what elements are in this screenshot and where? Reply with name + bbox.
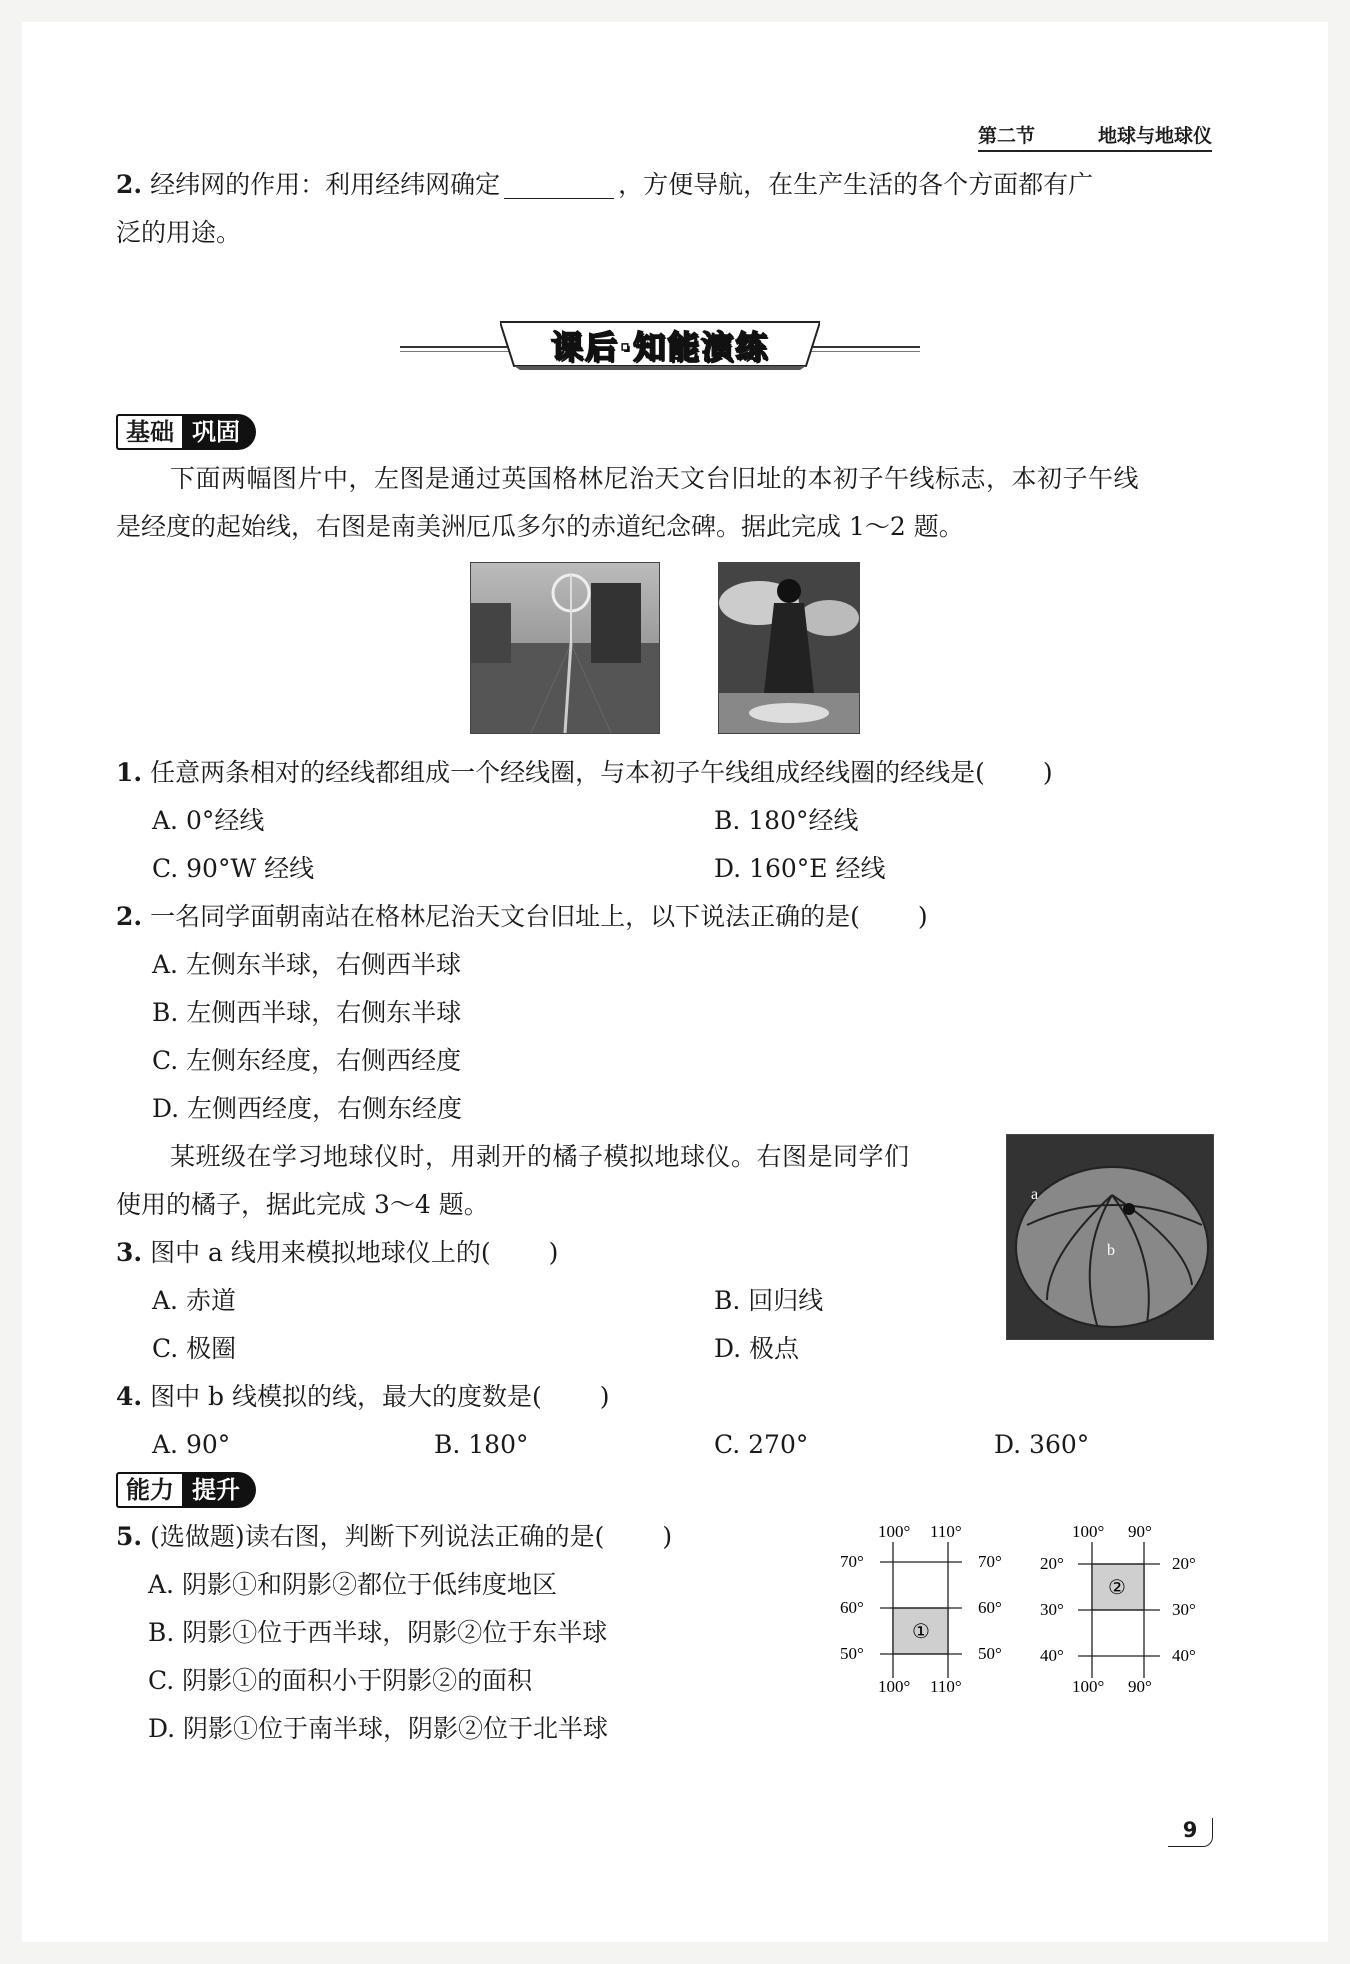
grid2-bottom-lon-1: 100° — [1072, 1677, 1105, 1695]
q4-option-b[interactable]: B. 180° — [434, 1430, 529, 1459]
question-4 — [116, 1380, 609, 1414]
q2-option-c[interactable]: C. 左侧东经度，右侧西经度 — [152, 1046, 462, 1075]
page-header — [978, 118, 1212, 152]
tag-right: 巩固 — [182, 414, 256, 450]
context-1-line1: 下面两幅图片中，左图是通过英国格林尼治天文台旧址的本初子午线标志，本初子午线 — [170, 464, 1140, 493]
intro-question-2 — [116, 168, 1216, 202]
grid-diagram-1 — [840, 1520, 1030, 1695]
grid2-right-lat-3: 40° — [1172, 1646, 1196, 1665]
banner-title: 课后·知能演练 — [550, 328, 770, 366]
header-section: 第二节 — [978, 125, 1036, 147]
question-5 — [116, 1520, 672, 1554]
question-text: 图中 b 线模拟的线，最大的度数是( — [150, 1382, 542, 1411]
question-text: 图中 a 线用来模拟地球仪上的( — [150, 1238, 491, 1267]
q3-option-b[interactable]: B. 回归线 — [714, 1286, 824, 1315]
grid2-left-lat-1: 20° — [1040, 1554, 1064, 1573]
q5-option-c[interactable]: C. 阴影①的面积小于阴影②的面积 — [148, 1666, 533, 1695]
question-1 — [116, 756, 1053, 790]
grid1-right-lat-1: 70° — [978, 1552, 1002, 1571]
banner-plate — [500, 318, 820, 370]
context-2-line1: 某班级在学习地球仪时，用剥开的橘子模拟地球仪。右图是同学们 — [170, 1142, 910, 1171]
close-paren: ) — [599, 1382, 610, 1411]
q1-option-a[interactable]: A. 0°经线 — [152, 806, 265, 835]
grid2-left-lat-3: 40° — [1040, 1646, 1064, 1665]
section-banner — [400, 318, 920, 374]
q5-option-d[interactable]: D. 阴影①位于南半球，阴影②位于北半球 — [148, 1714, 609, 1743]
page-number: 9 — [1168, 1818, 1213, 1847]
grid1-left-lat-2: 60° — [840, 1598, 864, 1617]
grid1-right-lat-3: 50° — [978, 1644, 1002, 1663]
question-number: 2. — [116, 902, 143, 931]
grid1-top-lon-2: 110° — [930, 1522, 962, 1541]
question-text: 经纬网的作用：利用经纬网确定 — [150, 170, 501, 199]
q2-option-d[interactable]: D. 左侧西经度，右侧东经度 — [152, 1094, 463, 1123]
grid1-bottom-lon-2: 110° — [930, 1677, 962, 1695]
grid1-left-lat-1: 70° — [840, 1552, 864, 1571]
grid1-left-lat-3: 50° — [840, 1644, 864, 1663]
grid2-shade-label: ② — [1108, 1575, 1126, 1599]
q3-option-d[interactable]: D. 极点 — [714, 1334, 800, 1363]
question-text: (选做题)读右图，判断下列说法正确的是( — [150, 1522, 605, 1551]
tag-ability — [116, 1472, 256, 1508]
equator-photo-image — [719, 563, 859, 733]
banner-rule-right-thin — [810, 351, 920, 352]
grid1-shade-label: ① — [912, 1619, 930, 1643]
q2-option-b[interactable]: B. 左侧西半球，右侧东半球 — [152, 998, 462, 1027]
close-paren: ) — [548, 1238, 559, 1267]
banner-rule-right — [810, 346, 920, 348]
greenwich-meridian-photo — [470, 562, 660, 734]
grid2-top-lon-2: 90° — [1128, 1522, 1152, 1541]
grid-diagram-2 — [1040, 1520, 1220, 1695]
grid2-top-lon-1: 100° — [1072, 1522, 1105, 1541]
tag-left: 能力 — [116, 1472, 182, 1508]
orange-label-a: a — [1031, 1186, 1039, 1203]
close-paren: ) — [917, 902, 928, 931]
q5-option-b[interactable]: B. 阴影①位于西半球，阴影②位于东半球 — [148, 1618, 608, 1647]
grid2-left-lat-2: 30° — [1040, 1600, 1064, 1619]
orange-photo — [1006, 1134, 1214, 1340]
context-1-line2: 是经度的起始线，右图是南美洲厄瓜多尔的赤道纪念碑。据此完成 1～2 题。 — [116, 512, 964, 541]
q1-option-c[interactable]: C. 90°W 经线 — [152, 854, 315, 883]
intro-question-2-line2: 泛的用途。 — [116, 218, 242, 247]
q4-option-d[interactable]: D. 360° — [994, 1430, 1090, 1459]
question-text: ，方便导航，在生产生活的各个方面都有广 — [618, 170, 1094, 199]
orange-label-b: b — [1107, 1242, 1115, 1259]
context-2-line2: 使用的橘子，据此完成 3～4 题。 — [116, 1190, 489, 1219]
grid2-right-lat-1: 20° — [1172, 1554, 1196, 1573]
grid1-bottom-lon-1: 100° — [878, 1677, 911, 1695]
question-number: 1. — [116, 758, 143, 787]
question-number: 3. — [116, 1238, 143, 1267]
banner-rule-left-thin — [400, 351, 510, 352]
q1-option-d[interactable]: D. 160°E 经线 — [714, 854, 886, 883]
question-2 — [116, 900, 928, 934]
question-3 — [116, 1236, 558, 1270]
question-number: 5. — [116, 1522, 143, 1551]
grid2-right-lat-2: 30° — [1172, 1600, 1196, 1619]
q4-option-a[interactable]: A. 90° — [152, 1430, 231, 1459]
question-number: 2. — [116, 170, 143, 199]
q3-option-a[interactable]: A. 赤道 — [152, 1286, 236, 1315]
question-text: 一名同学面朝南站在格林尼治天文台旧址上，以下说法正确的是( — [150, 902, 860, 931]
banner-rule-left — [400, 346, 510, 348]
q4-option-c[interactable]: C. 270° — [714, 1430, 809, 1459]
tag-right: 提升 — [182, 1472, 256, 1508]
equator-monument-photo — [718, 562, 860, 734]
q1-option-b[interactable]: B. 180°经线 — [714, 806, 859, 835]
grid2-bottom-lon-2: 90° — [1128, 1677, 1152, 1695]
grid1-top-lon-1: 100° — [878, 1522, 911, 1541]
tag-basic — [116, 414, 256, 450]
close-paren: ) — [1042, 758, 1053, 787]
grid1-right-lat-2: 60° — [978, 1598, 1002, 1617]
close-paren: ) — [662, 1522, 673, 1551]
orange-image — [1007, 1135, 1213, 1339]
question-text: 任意两条相对的经线都组成一个经线圈，与本初子午线组成经线圈的经线是( — [150, 758, 985, 787]
answer-blank[interactable] — [504, 172, 614, 199]
greenwich-photo-image — [471, 563, 659, 733]
q3-option-c[interactable]: C. 极圈 — [152, 1334, 237, 1363]
q5-option-a[interactable]: A. 阴影①和阴影②都位于低纬度地区 — [148, 1570, 557, 1599]
tag-left: 基础 — [116, 414, 182, 450]
question-number: 4. — [116, 1382, 143, 1411]
q2-option-a[interactable]: A. 左侧东半球，右侧西半球 — [152, 950, 461, 979]
header-title: 地球与地球仪 — [1097, 125, 1212, 147]
